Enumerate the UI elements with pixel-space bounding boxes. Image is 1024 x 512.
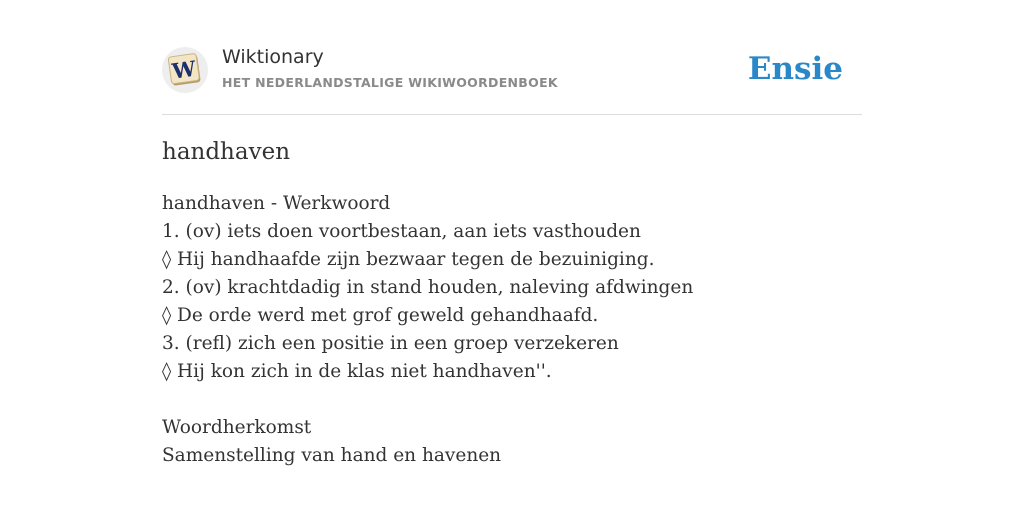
page xyxy=(162,0,862,466)
spacer xyxy=(162,386,693,414)
part-of-speech-line: handhaven - Werkwoord xyxy=(162,193,391,214)
site-title[interactable]: Wiktionary xyxy=(222,46,324,68)
logo-letter: W xyxy=(170,55,198,84)
etymology-text: Samenstelling van hand en havenen xyxy=(162,445,502,466)
sense-example-2: ◊ De orde werd met grof geweld gehandhaafd. xyxy=(162,305,599,326)
sense-definition-2: 2. (ov) krachtdadig in stand houden, naleving afdwingen xyxy=(162,277,694,298)
site-subtitle: HET NEDERLANDSTALIGE WIKIWOORDENBOEK xyxy=(222,75,558,90)
sense-definition-1: 1. (ov) iets doen voortbestaan, aan iets vasthouden xyxy=(162,221,641,242)
ensie-brand-link[interactable]: Ensie xyxy=(747,51,843,87)
sense-definition-3: 3. (refl) zich een positie in een groep verzekeren xyxy=(162,333,619,354)
etymology-heading: Woordherkomst xyxy=(162,417,312,438)
wiktionary-logo-icon[interactable] xyxy=(162,47,208,93)
sense-example-3: ◊ Hij kon zich in de klas niet handhaven''. xyxy=(162,361,552,382)
wiktionary-tile-icon xyxy=(162,47,208,93)
site-header xyxy=(162,0,862,115)
sense-example-1: ◊ Hij handhaafde zijn bezwaar tegen de bezuiniging. xyxy=(162,249,655,270)
page-title: handhaven xyxy=(162,139,291,165)
entry-body xyxy=(162,190,693,470)
